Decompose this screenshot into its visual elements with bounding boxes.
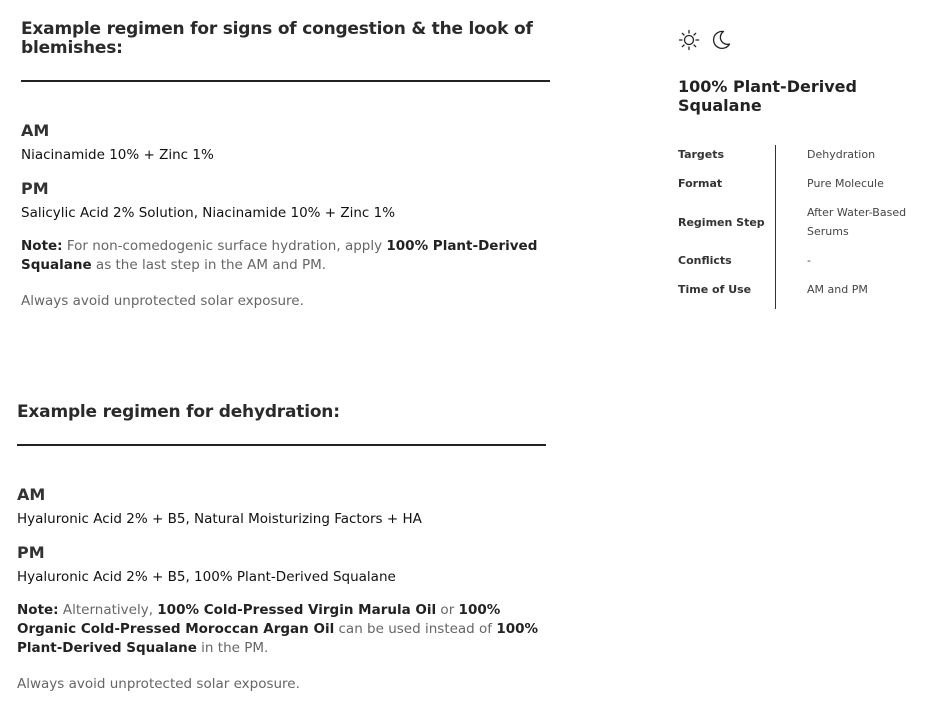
pm-products: Salicylic Acid 2% Solution, Niacinamide 10% + Zinc 1% (21, 205, 396, 221)
spec-value: After Water-Based Serums (807, 206, 907, 238)
note-text: For non-comedogenic surface hydration, apply (62, 238, 387, 254)
note (17, 601, 547, 658)
time-of-use-icons (678, 28, 928, 52)
note-text: Alternatively, (58, 602, 158, 618)
section-title: Example regimen for signs of congestion & the look of blemishes: (21, 19, 533, 58)
spec-key: Targets (678, 148, 725, 161)
regimen-section-dehydration (17, 403, 552, 692)
note-text: as the last step in the AM and PM. (91, 257, 327, 273)
note-label: Note: (17, 602, 59, 618)
spec-key: Format (678, 177, 723, 190)
spec-value: Pure Molecule (807, 177, 884, 190)
product-info-panel (678, 28, 928, 299)
spec-value: AM and PM (807, 283, 868, 296)
pm-label: PM (17, 543, 45, 562)
spec-row-regimen-step (678, 203, 928, 241)
moon-icon (710, 29, 732, 51)
note-product-link[interactable]: 100% Plant-Derived Squalane (21, 238, 538, 273)
note-product-link[interactable]: 100% Cold-Pressed Virgin Marula Oil (157, 602, 437, 618)
specs-divider (775, 145, 776, 309)
section-divider (21, 80, 550, 82)
note-text: can be used instead of (334, 621, 497, 637)
pm-label: PM (21, 179, 49, 198)
spec-key: Time of Use (678, 283, 752, 296)
sun-warning: Always avoid unprotected solar exposure. (21, 293, 304, 309)
spec-row-conflicts (678, 251, 928, 270)
sun-icon (678, 29, 700, 51)
sun-warning: Always avoid unprotected solar exposure. (17, 676, 300, 692)
section-divider (17, 444, 546, 446)
note-label: Note: (21, 238, 63, 254)
spec-row-time-of-use (678, 280, 928, 299)
spec-row-format (678, 174, 928, 193)
note-product-link[interactable]: 100% Plant-Derived Squalane (17, 621, 539, 656)
section-title: Example regimen for dehydration: (17, 402, 340, 422)
product-specs (678, 145, 928, 299)
pm-products: Hyaluronic Acid 2% + B5, 100% Plant-Derived Squalane (17, 569, 396, 585)
spec-key: Regimen Step (678, 215, 765, 229)
note-text: in the PM. (196, 640, 269, 656)
note-product-link[interactable]: 100% Organic Cold-Pressed Moroccan Argan Oil (17, 602, 501, 637)
spec-key: Conflicts (678, 254, 732, 267)
product-name: 100% Plant-Derived Squalane (678, 77, 857, 115)
note-text: or (436, 602, 459, 618)
spec-value: - (807, 254, 811, 267)
spec-row-targets (678, 145, 928, 164)
am-products: Hyaluronic Acid 2% + B5, Natural Moisturizing Factors + HA (17, 511, 422, 527)
am-products: Niacinamide 10% + Zinc 1% (21, 147, 214, 163)
note (21, 237, 551, 275)
regimen-section-congestion (21, 20, 556, 309)
spec-value: Dehydration (807, 148, 876, 161)
am-label: AM (17, 485, 46, 504)
am-label: AM (21, 121, 50, 140)
